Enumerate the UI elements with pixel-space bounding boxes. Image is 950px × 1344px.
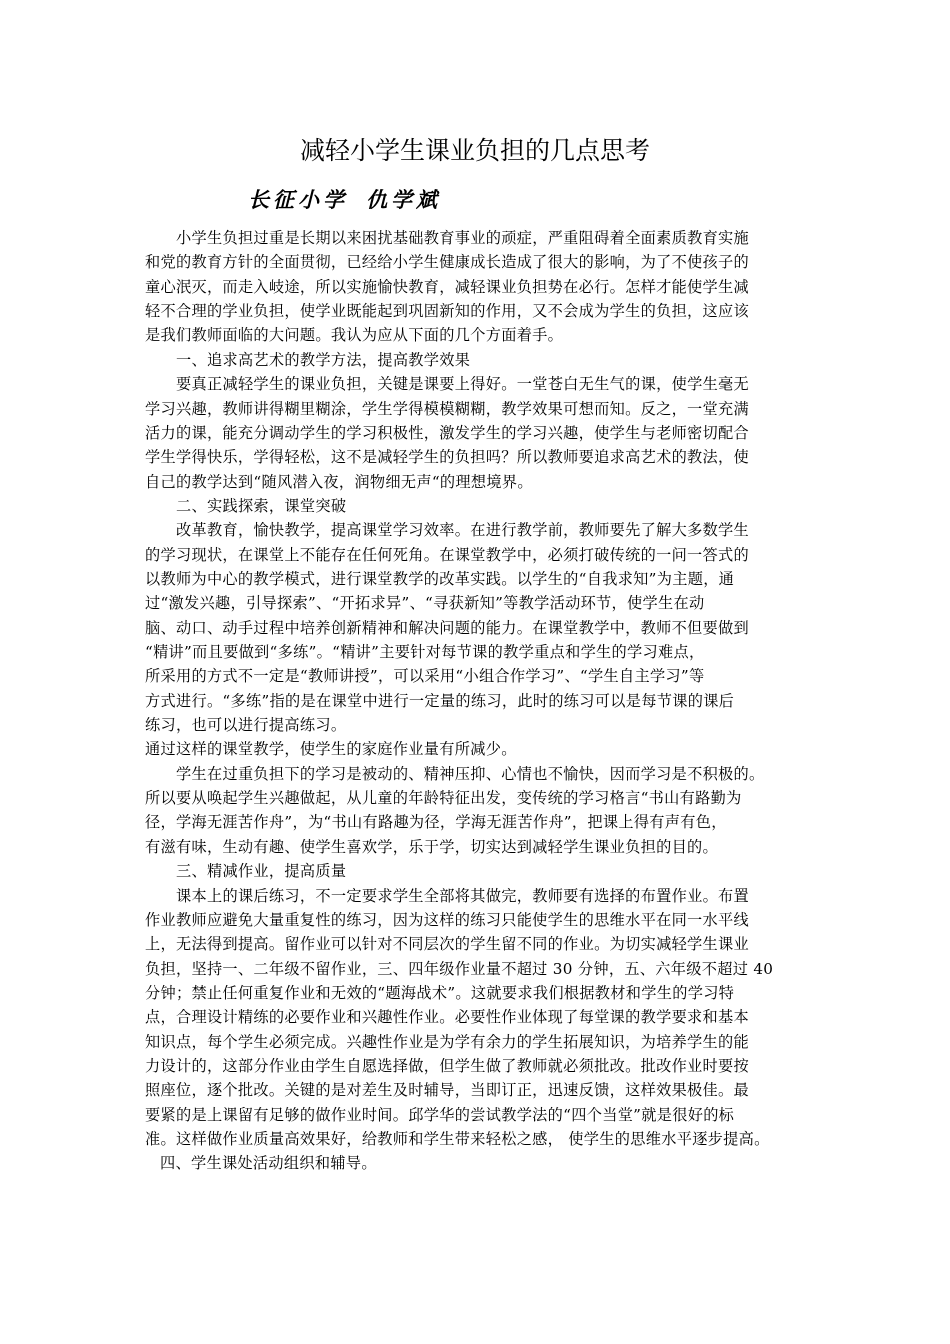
paragraph-line: 所以要从唤起学生兴趣做起，从儿童的年龄特征出发，变传统的学习格言“书山有路勤为 (145, 789, 742, 808)
paragraph-line: 有滋有味，生动有趣、使学生喜欢学，乐于学，切实达到减轻学生课业负担的目的。 (145, 837, 719, 856)
paragraph-line: 所采用的方式不一定是“教师讲授”，可以采用“小组合作学习”、“学生自主学习”等 (145, 667, 705, 686)
paragraph-line: 点，合理设计精练的必要作业和兴趣性作业。必要性作业体现了每堂课的教学要求和基本 (145, 1008, 750, 1027)
paragraph-line: 作业教师应避免大量重复性的练习，因为这样的练习只能使学生的思维水平在同一水平线 (145, 910, 750, 929)
paragraph-line: 以教师为中心的教学模式，进行课堂教学的改革实践。以学生的“自我求知”为主题，通 (145, 569, 735, 588)
author-name: 仇学斌 (366, 187, 441, 212)
paragraph-line: 力设计的，这部分作业由学生自愿选择做，但学生做了教师就必须批改。批改作业时要按 (145, 1056, 750, 1075)
paragraph-line: 童心泯灭，而走入岐途，所以实施愉快教育，减轻课业负担势在必行。怎样才能使学生减 (145, 277, 750, 296)
author-school: 长征小学 (248, 187, 348, 212)
paragraph-line: 过“激发兴趣，引导探索”、“开拓求异”、“寻获新知”等教学活动环节，使学生在动 (145, 594, 705, 613)
paragraph-line: 脑、动口、动手过程中培养创新精神和解决问题的能力。在课堂教学中，教师不但要做到 (145, 618, 750, 637)
paragraph-line: 照座位，逐个批改。关键的是对差生及时辅导，当即订正，迅速反馈，这样效果极佳。最 (145, 1081, 750, 1100)
paragraph-line: 通过这样的课堂教学，使学生的家庭作业量有所减少。 (145, 740, 517, 759)
paragraph-line: 分钟；禁止任何重复作业和无效的“题海战术”。这就要求我们根据教材和学生的学习特 (145, 983, 735, 1002)
paragraph-line: 改革教育，愉快教学，提高课堂学习效率。在进行教学前，教师要先了解大多数学生 (176, 521, 750, 540)
paragraph-line: 知识点，每个学生必须完成。兴趣性作业是为学有余力的学生拓展知识，为培养学生的能 (145, 1032, 750, 1051)
paragraph-line: 负担，坚持一、二年级不留作业，三、四年级作业量不超过 30 分钟，五、六年级不超过 40 (145, 959, 774, 978)
paragraph-line: 准。这样做作业质量高效果好，给教师和学生带来轻松之感， 使学生的思维水平逐步提高。 (145, 1130, 770, 1148)
paragraph-line: 学生在过重负担下的学习是被动的、精神压抑、心情也不愉快，因而学习是不积极的。 (176, 764, 765, 783)
section-heading: 二、实践探索，课堂突破 (176, 496, 347, 515)
paragraph-line: 径，学海无涯苦作舟”，为“书山有路趣为径，学海无涯苦作舟”，把课上得有声有色， (145, 813, 727, 832)
paragraph-line: 轻不合理的学业负担，使学业既能起到巩固新知的作用，又不会成为学生的负担，这应该 (145, 302, 750, 321)
paragraph-line: 要真正减轻学生的课业负担，关键是课要上得好。一堂苍白无生气的课，使学生毫无 (176, 375, 750, 394)
paragraph-line: 和党的教育方针的全面贯彻，已经给小学生健康成长造成了很大的影响，为了不使孩子的 (145, 253, 750, 272)
paragraph-line: 学习兴趣，教师讲得糊里糊涂，学生学得模模糊糊，教学效果可想而知。反之，一堂充满 (145, 399, 750, 418)
paragraph-line: 上，无法得到提高。留作业可以针对不同层次的学生留不同的作业。为切实减轻学生课业 (145, 935, 750, 954)
paragraph-line: 课本上的课后练习，不一定要求学生全部将其做完，教师要有选择的布置作业。布置 (176, 886, 750, 905)
section-heading: 三、精减作业，提高质量 (176, 862, 347, 881)
paragraph-line: “精讲”而且要做到“多练”。“精讲”主要针对每节课的教学重点和学生的学习难点， (145, 643, 705, 661)
paragraph-line: 学生学得快乐，学得轻松，这不是减轻学生的负担吗？所以教师要追求高艺术的教法，使 (145, 448, 750, 467)
paragraph-line: 要紧的是上课留有足够的做作业时间。邱学华的尝试教学法的“四个当堂”就是很好的标 (145, 1105, 735, 1124)
paragraph-line: 活力的课，能充分调动学生的学习积极性，激发学生的学习兴趣，使学生与老师密切配合 (145, 423, 750, 442)
paragraph-line: 方式进行。“多练”指的是在课堂中进行一定量的练习，此时的练习可以是每节课的课后 (145, 691, 735, 710)
document-title: 减轻小学生课业负担的几点思考 (299, 136, 650, 165)
paragraph-line: 的学习现状，在课堂上不能存在任何死角。在课堂教学中，必须打破传统的一问一答式的 (145, 545, 750, 564)
paragraph-line: 是我们教师面临的大问题。我认为应从下面的几个方面着手。 (145, 326, 564, 345)
section-heading: 四、学生课处活动组织和辅导。 (160, 1154, 377, 1173)
section-heading: 一、追求高艺术的教学方法，提高教学效果 (176, 350, 471, 369)
paragraph-line: 自己的教学达到“随风潜入夜，润物细无声“的理想境界。 (145, 472, 533, 491)
paragraph-line: 练习，也可以进行提高练习。 (145, 716, 347, 734)
paragraph-line: 小学生负担过重是长期以来困扰基础教育事业的顽症，严重阻碍着全面素质教育实施 (176, 229, 750, 247)
document-author (248, 185, 441, 215)
